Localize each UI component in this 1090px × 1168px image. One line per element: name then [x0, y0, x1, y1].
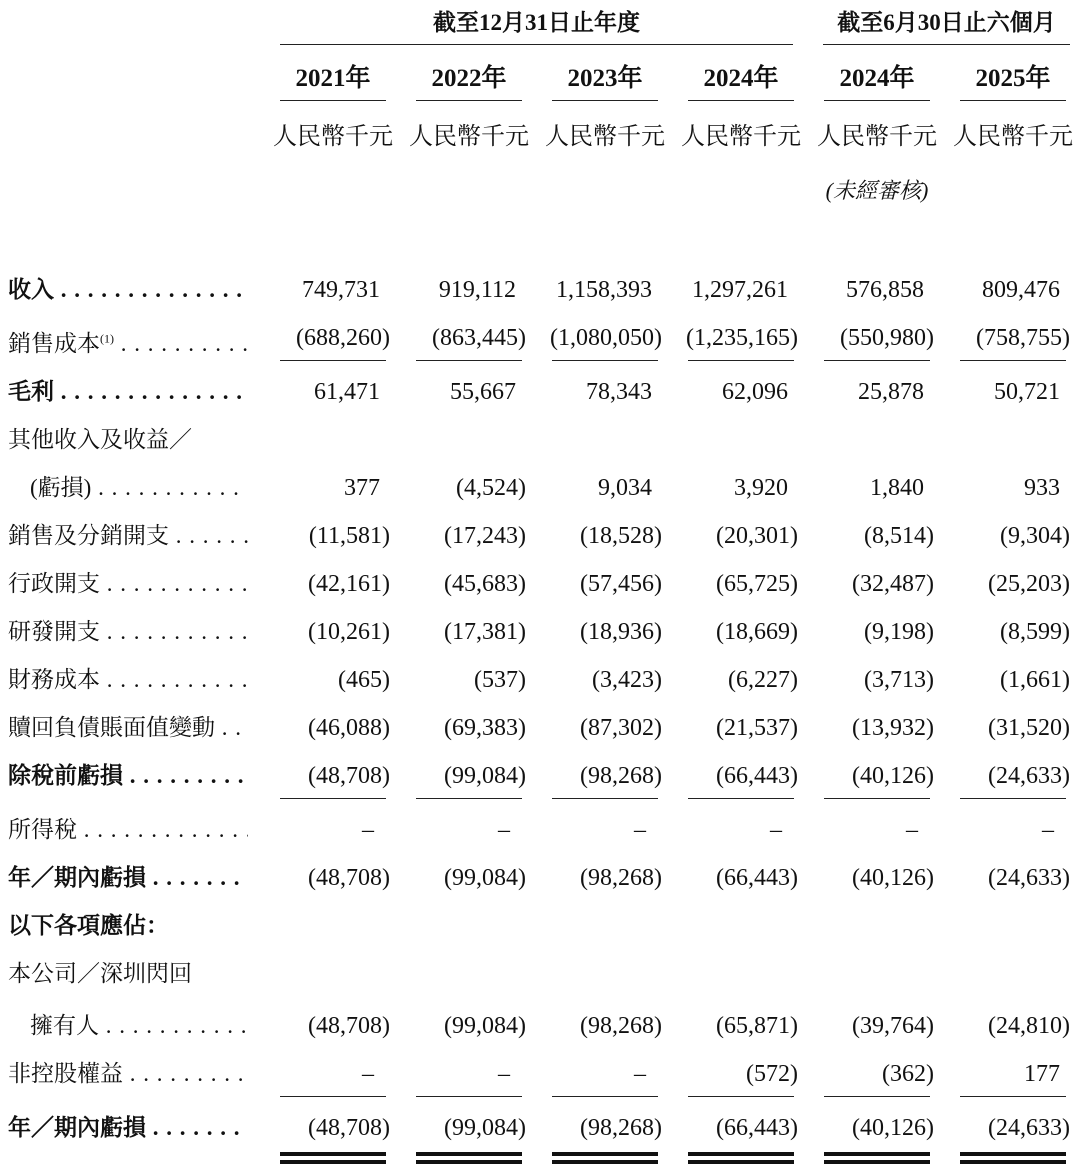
- column-unit: 人民幣千元: [953, 124, 1073, 150]
- value-cell: (11,581): [308, 523, 390, 549]
- value-cell: (40,126): [852, 763, 934, 789]
- value-cell: (9,198): [864, 619, 934, 645]
- subtotal-rule: [960, 360, 1066, 361]
- row-label: [30, 468, 248, 508]
- column-year-rule: [960, 100, 1066, 101]
- value-cell: (3,423): [592, 667, 662, 693]
- value-cell: (550,980): [840, 325, 934, 351]
- column-year: 2024年: [703, 65, 779, 92]
- group-header-interim: 截至6月30日止六個月: [837, 10, 1056, 35]
- value-cell: (1,661): [1000, 667, 1070, 693]
- value-cell: (48,708): [308, 763, 390, 789]
- row-label: [8, 954, 248, 994]
- table-row: [0, 468, 1090, 508]
- value-cell: –: [770, 817, 782, 843]
- group-rule-interim: [823, 44, 1070, 45]
- row-label: [8, 516, 248, 556]
- value-cell: –: [1042, 817, 1054, 843]
- value-cell: (87,302): [580, 715, 662, 741]
- subtotal-rule: [688, 798, 794, 799]
- value-cell: (572): [746, 1061, 798, 1087]
- column-year-rule: [416, 100, 522, 101]
- row-label-text: 非控股權益: [8, 1061, 123, 1086]
- value-cell: 9,034: [598, 475, 652, 501]
- value-cell: (13,932): [852, 715, 934, 741]
- value-cell: (24,810): [988, 1013, 1070, 1039]
- value-cell: 61,471: [314, 379, 380, 405]
- subtotal-rule: [416, 360, 522, 361]
- row-label: [8, 318, 248, 358]
- value-cell: –: [906, 817, 918, 843]
- row-label: [8, 858, 248, 898]
- value-cell: (46,088): [308, 715, 390, 741]
- table-row: [0, 1006, 1090, 1046]
- value-cell: (66,443): [716, 865, 798, 891]
- table-row: [0, 564, 1090, 604]
- value-cell: 50,721: [994, 379, 1060, 405]
- subtotal-rule: [280, 1096, 386, 1097]
- group-header-annual: 截至12月31日止年度: [433, 10, 640, 35]
- table-row: [0, 660, 1090, 700]
- value-cell: (3,713): [864, 667, 934, 693]
- value-cell: (39,764): [852, 1013, 934, 1039]
- value-cell: (99,084): [444, 763, 526, 789]
- row-label: [8, 372, 248, 412]
- table-row: [0, 270, 1090, 310]
- value-cell: –: [498, 1061, 510, 1087]
- value-cell: (99,084): [444, 865, 526, 891]
- value-cell: (8,514): [864, 523, 934, 549]
- row-label-text: 本公司／深圳閃回: [8, 961, 192, 986]
- value-cell: –: [498, 817, 510, 843]
- subtotal-rule: [552, 1096, 658, 1097]
- value-cell: 3,920: [734, 475, 788, 501]
- subtotal-rule: [824, 1096, 930, 1097]
- total-double-rule: [280, 1152, 386, 1164]
- value-cell: –: [634, 1061, 646, 1087]
- row-label-text: 行政開支: [8, 571, 100, 596]
- value-cell: 25,878: [858, 379, 924, 405]
- total-double-rule: [824, 1152, 930, 1164]
- column-year: 2021年: [295, 65, 371, 92]
- row-label-text: 銷售成本: [8, 330, 100, 356]
- row-label-text: 其他收入及收益／: [8, 427, 192, 452]
- value-cell: (98,268): [580, 1115, 662, 1141]
- value-cell: (25,203): [988, 571, 1070, 597]
- value-cell: (24,633): [988, 1115, 1070, 1141]
- value-cell: (688,260): [296, 325, 390, 351]
- column-year: 2024年: [839, 65, 915, 92]
- value-cell: (69,383): [444, 715, 526, 741]
- column-year-rule: [552, 100, 658, 101]
- column-unit: 人民幣千元: [817, 124, 937, 150]
- value-cell: (42,161): [308, 571, 390, 597]
- subtotal-rule: [824, 798, 930, 799]
- column-year: 2023年: [567, 65, 643, 92]
- column-unit: 人民幣千元: [409, 124, 529, 150]
- value-cell: (99,084): [444, 1115, 526, 1141]
- table-row: [0, 810, 1090, 850]
- value-cell: 62,096: [722, 379, 788, 405]
- total-double-rule: [416, 1152, 522, 1164]
- row-label: [30, 1006, 248, 1046]
- value-cell: (21,537): [716, 715, 798, 741]
- row-label-text: 以下各項應佔：: [8, 913, 169, 938]
- subtotal-rule: [960, 798, 1066, 799]
- value-cell: (40,126): [852, 865, 934, 891]
- row-label-text: 財務成本: [8, 667, 100, 692]
- row-label-text: 毛利: [8, 379, 54, 404]
- value-cell: 933: [1024, 475, 1060, 501]
- table-row: [0, 1108, 1090, 1148]
- row-label: [8, 1108, 248, 1148]
- table-row: [0, 756, 1090, 796]
- value-cell: (66,443): [716, 1115, 798, 1141]
- value-cell: (8,599): [1000, 619, 1070, 645]
- subtotal-rule: [416, 1096, 522, 1097]
- value-cell: (758,755): [976, 325, 1070, 351]
- value-cell: (10,261): [308, 619, 390, 645]
- value-cell: (48,708): [308, 865, 390, 891]
- value-cell: (48,708): [308, 1115, 390, 1141]
- subtotal-rule: [280, 798, 386, 799]
- value-cell: –: [362, 817, 374, 843]
- row-label-text: (虧損): [30, 475, 92, 500]
- row-label: [8, 660, 248, 700]
- row-label-text: 年／期內虧損: [8, 865, 146, 890]
- column-year: 2025年: [975, 65, 1051, 92]
- value-cell: (465): [338, 667, 390, 693]
- value-cell: –: [634, 817, 646, 843]
- value-cell: –: [362, 1061, 374, 1087]
- row-label: [8, 906, 248, 946]
- row-label: [8, 1054, 248, 1094]
- value-cell: 749,731: [302, 277, 380, 303]
- value-cell: 1,158,393: [556, 277, 652, 303]
- value-cell: (537): [474, 667, 526, 693]
- table-row: [0, 954, 1090, 994]
- column-year-rule: [280, 100, 386, 101]
- total-double-rule: [552, 1152, 658, 1164]
- column-unit: 人民幣千元: [681, 124, 801, 150]
- row-label: [8, 420, 248, 460]
- value-cell: (18,669): [716, 619, 798, 645]
- row-label: [8, 810, 248, 850]
- table-row: [0, 318, 1090, 358]
- column-unit: 人民幣千元: [545, 124, 665, 150]
- table-row: [0, 420, 1090, 460]
- row-label: [8, 708, 248, 748]
- value-cell: (65,725): [716, 571, 798, 597]
- value-cell: (17,243): [444, 523, 526, 549]
- footnote-ref: (1): [100, 331, 114, 345]
- value-cell: (65,871): [716, 1013, 798, 1039]
- value-cell: (6,227): [728, 667, 798, 693]
- table-row: [0, 1054, 1090, 1094]
- value-cell: (24,633): [988, 763, 1070, 789]
- value-cell: 919,112: [438, 277, 516, 303]
- value-cell: 1,840: [870, 475, 924, 501]
- value-cell: (20,301): [716, 523, 798, 549]
- value-cell: (98,268): [580, 763, 662, 789]
- value-cell: (362): [882, 1061, 934, 1087]
- row-label-text: 收入: [8, 277, 54, 302]
- row-label-text: 年／期內虧損: [8, 1115, 146, 1140]
- value-cell: 177: [1024, 1061, 1060, 1087]
- value-cell: (24,633): [988, 865, 1070, 891]
- value-cell: 377: [344, 475, 380, 501]
- column-year-rule: [688, 100, 794, 101]
- value-cell: (31,520): [988, 715, 1070, 741]
- value-cell: (98,268): [580, 1013, 662, 1039]
- row-label-text: 所得稅: [8, 817, 77, 842]
- table-row: [0, 612, 1090, 652]
- value-cell: (863,445): [432, 325, 526, 351]
- value-cell: (32,487): [852, 571, 934, 597]
- column-unaudited-note: (未經審核): [825, 178, 929, 203]
- row-label: [8, 612, 248, 652]
- subtotal-rule: [960, 1096, 1066, 1097]
- value-cell: (17,381): [444, 619, 526, 645]
- subtotal-rule: [280, 360, 386, 361]
- value-cell: (18,936): [580, 619, 662, 645]
- table-row: [0, 516, 1090, 556]
- total-double-rule: [688, 1152, 794, 1164]
- value-cell: (1,080,050): [550, 325, 662, 351]
- row-label-text: 贖回負債賬面值變動: [8, 715, 215, 740]
- value-cell: (9,304): [1000, 523, 1070, 549]
- row-label-text: 擁有人: [30, 1013, 99, 1038]
- column-year: 2022年: [431, 65, 507, 92]
- row-label-text: 研發開支: [8, 619, 100, 644]
- subtotal-rule: [688, 1096, 794, 1097]
- value-cell: (18,528): [580, 523, 662, 549]
- value-cell: 576,858: [846, 277, 924, 303]
- group-rule-annual: [280, 44, 793, 45]
- subtotal-rule: [552, 360, 658, 361]
- value-cell: (4,524): [456, 475, 526, 501]
- total-double-rule: [960, 1152, 1066, 1164]
- row-label-text: 銷售及分銷開支: [8, 523, 169, 548]
- row-label: [8, 756, 248, 796]
- column-unit: 人民幣千元: [273, 124, 393, 150]
- row-label: [8, 270, 248, 310]
- table-row: [0, 858, 1090, 898]
- value-cell: (99,084): [444, 1013, 526, 1039]
- value-cell: (66,443): [716, 763, 798, 789]
- subtotal-rule: [552, 798, 658, 799]
- value-cell: (1,235,165): [686, 325, 798, 351]
- row-label-text: 除稅前虧損: [8, 763, 123, 788]
- value-cell: 809,476: [982, 277, 1060, 303]
- value-cell: 78,343: [586, 379, 652, 405]
- value-cell: 1,297,261: [692, 277, 788, 303]
- column-year-rule: [824, 100, 930, 101]
- value-cell: (98,268): [580, 865, 662, 891]
- table-row: [0, 708, 1090, 748]
- value-cell: (48,708): [308, 1013, 390, 1039]
- value-cell: (57,456): [580, 571, 662, 597]
- subtotal-rule: [824, 360, 930, 361]
- value-cell: (45,683): [444, 571, 526, 597]
- value-cell: (40,126): [852, 1115, 934, 1141]
- subtotal-rule: [416, 798, 522, 799]
- subtotal-rule: [688, 360, 794, 361]
- row-label: [8, 564, 248, 604]
- value-cell: 55,667: [450, 379, 516, 405]
- table-row: [0, 906, 1090, 946]
- table-row: [0, 372, 1090, 412]
